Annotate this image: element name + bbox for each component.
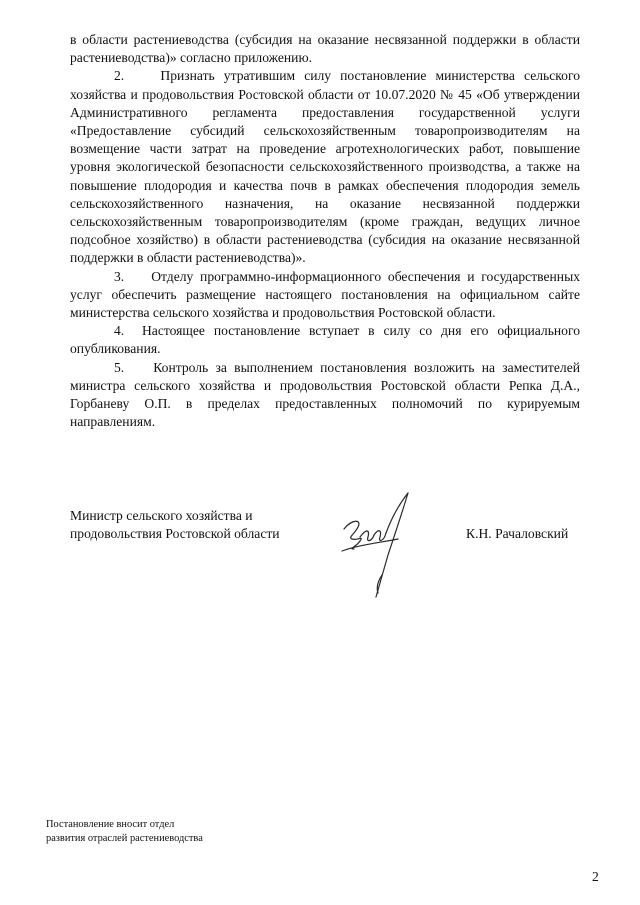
footer-note-line-2: развития отраслей растениеводства xyxy=(46,833,203,844)
paragraph-2: 2. Признать утратившим силу постановление министерства сельского хозяйства и продовольствия Ростовской области от 10.07.2020 № 45 «Об утверждении Административного регламента предоставления государственной услуги «Предоставление субсидий сельскохозяйственным товаропроизводителям на возмещение части затрат на проведение агротехнологических работ, повышение уровня экологической безопасности сельскохозяйственного производства, а также на повышение плодородия и качества почв в рамках обеспечения плодородия земель сельскохозяйственного назначения, на оказание несвязанной поддержки сельскохозяйственным товаропроизводителям (кроме граждан, ведущих личное подсобное хозяйство) в области растениеводства (субсидия на оказание несвязанной поддержки в области растениеводства)». xyxy=(70,68,580,266)
page-number: 2 xyxy=(592,869,599,884)
paragraph-1: в области растениеводства (субсидия на оказание несвязанной поддержки в области растениеводства)» согласно приложению. xyxy=(70,32,580,66)
handwritten-signature xyxy=(338,489,418,601)
signatory-position-line-1: Министр сельского хозяйства и xyxy=(70,508,253,523)
paragraph-3: 3. Отделу программно-информационного обеспечения и государственных услуг обеспечить размещение настоящего постановления на официальном сайте министерства сельского хозяйства и продовольствия Ростовской области. xyxy=(70,268,580,321)
signatory-position-line-2: продовольствия Ростовской области xyxy=(70,526,280,542)
footer-note-line-1: Постановление вносит отдел xyxy=(46,819,175,830)
signatory-name: К.Н. Рачаловский xyxy=(466,526,569,541)
footer-note xyxy=(46,818,203,846)
paragraph-4: 4. Настоящее постановление вступает в силу со дня его официального опубликования. xyxy=(70,323,580,357)
signatory-position xyxy=(70,507,330,544)
paragraph-5: 5. Контроль за выполнением постановления возложить на заместителей министра сельского хозяйства и продовольствия Ростовской области Репка Д.А., Горбаневу О.П. в пределах предоставленных полномочий по курируемым направлениям. xyxy=(70,359,580,430)
document-body xyxy=(70,31,580,431)
